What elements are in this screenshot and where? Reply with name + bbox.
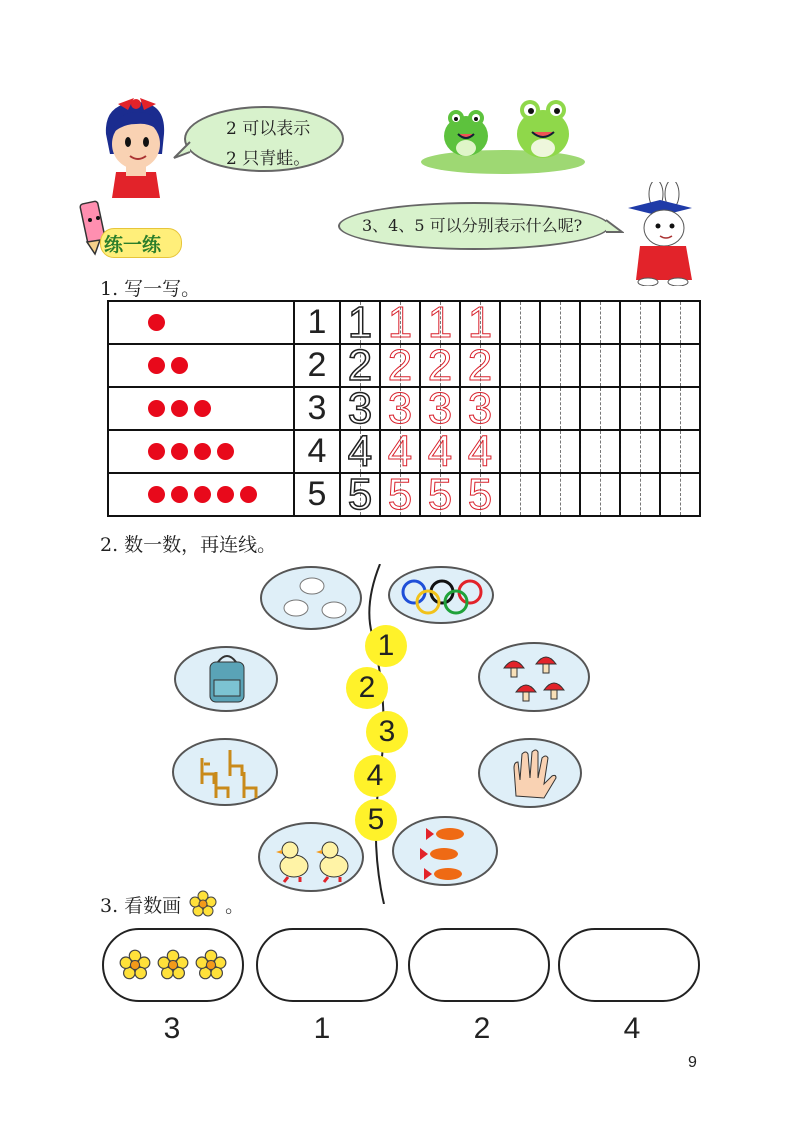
exercise-3-title-prefix: 3. 看数画 (100, 894, 182, 917)
number-circle-3[interactable]: 3 (366, 711, 408, 753)
writing-grid (107, 297, 701, 519)
picture-oval-ducks[interactable] (258, 822, 364, 892)
trace-digit: 1 (387, 297, 413, 347)
exercise-2-title: 2. 数一数，再连线。 (100, 534, 277, 556)
blank-writing-cell[interactable] (660, 473, 700, 516)
red-dot (171, 443, 188, 460)
red-dot (171, 400, 188, 417)
trace-cell[interactable] (460, 340, 500, 390)
picture-oval-hand[interactable] (478, 738, 582, 808)
exercise-3-title-suffix: 。 (225, 894, 245, 917)
trace-cell[interactable] (380, 383, 420, 433)
hand-icon (480, 740, 584, 810)
red-dot (194, 443, 211, 460)
girl-speech-bubble (184, 106, 344, 172)
blank-writing-cell[interactable] (540, 387, 580, 430)
trace-cell[interactable] (380, 426, 420, 476)
number-circle-2[interactable]: 2 (346, 667, 388, 709)
flower-icon (157, 949, 189, 981)
ducks-icon (260, 824, 366, 894)
blank-writing-cell[interactable] (500, 430, 540, 473)
trace-digit: 4 (467, 426, 493, 476)
stroke-guide-digit: 4 (347, 426, 373, 476)
girl-speech-line-2: 2 只青蛙。 (226, 149, 311, 169)
dots-cell (108, 301, 294, 344)
picture-oval-chairs[interactable] (172, 738, 278, 806)
girl-speech-line-1: 2 可以表示 (226, 119, 311, 139)
trace-cell[interactable] (460, 426, 500, 476)
trace-digit: 4 (427, 426, 453, 476)
drawing-box-3[interactable] (408, 928, 550, 1002)
drawing-box-1[interactable] (102, 928, 244, 1002)
blank-writing-cell[interactable] (500, 387, 540, 430)
trace-digit: 2 (467, 340, 493, 390)
picture-oval-fish[interactable] (392, 816, 498, 886)
stroke-guide-digit: 5 (347, 469, 373, 519)
exercise-1-title: 1. 写一写。 (100, 278, 201, 300)
blank-writing-cell[interactable] (620, 387, 660, 430)
writing-row (108, 473, 700, 516)
trace-digit: 5 (427, 469, 453, 519)
blank-writing-cell[interactable] (620, 473, 660, 516)
blank-writing-cell[interactable] (500, 473, 540, 516)
blank-writing-cell[interactable] (580, 473, 620, 516)
number-circle-4[interactable]: 4 (354, 755, 396, 797)
flower-icon (119, 949, 151, 981)
stroke-guide-digit: 3 (347, 383, 373, 433)
trace-digit: 5 (387, 469, 413, 519)
blank-writing-cell[interactable] (500, 301, 540, 344)
blank-writing-cell[interactable] (580, 430, 620, 473)
stroke-guide-cell[interactable] (340, 297, 380, 347)
trace-digit: 3 (427, 383, 453, 433)
blank-writing-cell[interactable] (500, 344, 540, 387)
rabbit-illustration (620, 182, 700, 286)
writing-row (108, 387, 700, 430)
fish-icon (394, 818, 500, 888)
red-dot (148, 443, 165, 460)
red-dot (171, 357, 188, 374)
chairs-icon (174, 740, 280, 808)
flower-icon (189, 890, 217, 918)
blank-writing-cell[interactable] (620, 301, 660, 344)
drawing-box-2[interactable] (256, 928, 398, 1002)
rabbit-speech-text: 3、4、5 可以分别表示什么呢? (362, 216, 583, 235)
trace-digit: 1 (467, 297, 493, 347)
target-number-3: 2 (473, 1012, 491, 1045)
trace-digit: 4 (387, 426, 413, 476)
rabbit-speech-bubble (338, 202, 610, 250)
dots-cell (108, 387, 294, 430)
olympic-rings-icon (390, 568, 496, 626)
page-number: 9 (688, 1054, 697, 1071)
number-circle-1[interactable]: 1 (365, 625, 407, 667)
girl-illustration (96, 94, 176, 198)
stroke-guide-cell[interactable] (340, 383, 380, 433)
stroke-guide-cell[interactable] (340, 469, 380, 519)
blank-writing-cell[interactable] (580, 387, 620, 430)
blank-writing-cell[interactable] (540, 473, 580, 516)
trace-digit: 5 (467, 469, 493, 519)
practice-banner-label: 练一练 (104, 234, 162, 256)
blank-writing-cell[interactable] (580, 344, 620, 387)
trace-digit: 2 (427, 340, 453, 390)
picture-oval-backpack[interactable] (174, 646, 278, 712)
blank-writing-cell[interactable] (620, 344, 660, 387)
stroke-guide-cell[interactable] (340, 340, 380, 390)
flower-icon (195, 949, 227, 981)
dots-cell (108, 344, 294, 387)
red-dot (148, 400, 165, 417)
stroke-guide-digit: 2 (347, 340, 373, 390)
blank-writing-cell[interactable] (660, 344, 700, 387)
trace-cell[interactable] (380, 340, 420, 390)
writing-row (108, 344, 700, 387)
red-dot (217, 443, 234, 460)
target-number-2: 1 (313, 1012, 331, 1045)
red-dot (148, 357, 165, 374)
picture-oval-olympic-rings[interactable] (388, 566, 494, 624)
frogs-illustration (418, 94, 588, 174)
blank-writing-cell[interactable] (660, 301, 700, 344)
trace-cell[interactable] (420, 297, 460, 347)
number-circle-5[interactable]: 5 (355, 799, 397, 841)
target-number-1: 3 (163, 1012, 181, 1045)
blank-writing-cell[interactable] (580, 301, 620, 344)
stroke-guide-digit: 1 (347, 297, 373, 347)
trace-cell[interactable] (380, 297, 420, 347)
blank-writing-cell[interactable] (540, 344, 580, 387)
blank-writing-cell[interactable] (540, 301, 580, 344)
trace-cell[interactable] (420, 340, 460, 390)
trace-cell[interactable] (420, 469, 460, 519)
writing-row (108, 301, 700, 344)
stroke-guide-cell[interactable] (340, 426, 380, 476)
picture-oval-mushrooms[interactable] (478, 642, 590, 712)
mushrooms-icon (480, 644, 592, 714)
drawing-box-4[interactable] (558, 928, 700, 1002)
bubble-tail (172, 140, 192, 162)
red-dot (148, 314, 165, 331)
red-dot (217, 486, 234, 503)
exercise-3-title (100, 890, 244, 918)
blank-writing-cell[interactable] (660, 387, 700, 430)
trace-cell[interactable] (460, 297, 500, 347)
rabbits-icon (262, 568, 364, 632)
trace-cell[interactable] (380, 469, 420, 519)
digit-cell: 1 (294, 301, 340, 344)
blank-writing-cell[interactable] (540, 430, 580, 473)
dots-cell (108, 430, 294, 473)
digit-cell: 2 (294, 344, 340, 387)
digit-cell: 3 (294, 387, 340, 430)
trace-digit: 2 (387, 340, 413, 390)
trace-cell[interactable] (460, 383, 500, 433)
trace-cell[interactable] (460, 469, 500, 519)
trace-digit: 3 (387, 383, 413, 433)
digit-cell: 5 (294, 473, 340, 516)
red-dot (240, 486, 257, 503)
writing-row (108, 430, 700, 473)
red-dot (148, 486, 165, 503)
trace-digit: 1 (427, 297, 453, 347)
backpack-icon (176, 648, 280, 714)
red-dot (194, 486, 211, 503)
red-dot (171, 486, 188, 503)
target-number-4: 4 (623, 1012, 641, 1045)
blank-writing-cell[interactable] (660, 430, 700, 473)
trace-digit: 3 (467, 383, 493, 433)
digit-cell: 4 (294, 430, 340, 473)
dots-cell (108, 473, 294, 516)
red-dot (194, 400, 211, 417)
picture-oval-rabbits[interactable] (260, 566, 362, 630)
trace-cell[interactable] (420, 383, 460, 433)
trace-cell[interactable] (420, 426, 460, 476)
blank-writing-cell[interactable] (620, 430, 660, 473)
